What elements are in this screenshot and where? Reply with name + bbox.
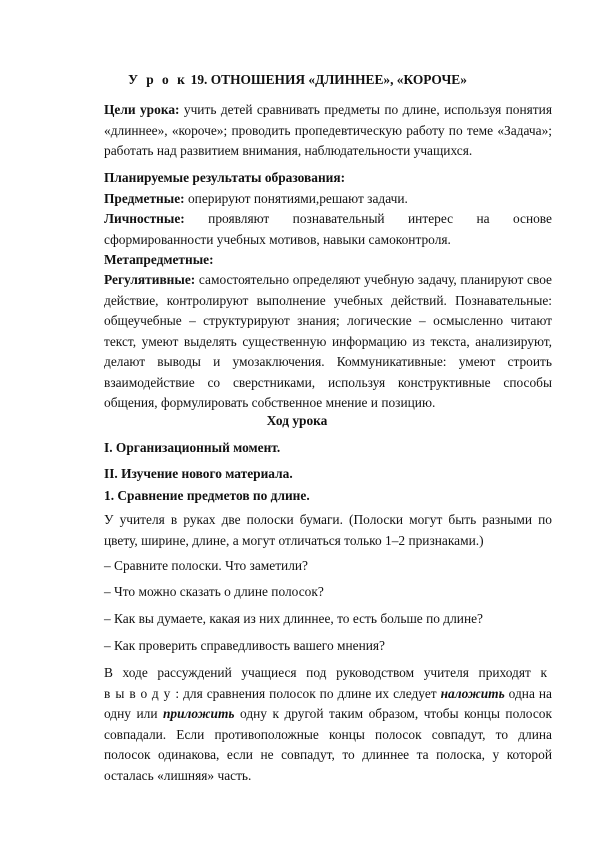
lesson-heading: Ход урока [266,413,328,428]
lesson-title [0,72,595,88]
intro-paragraph: У учителя в руках две полоски бумаги. (Полоски могут быть разными по цвету, ширине, длине, а могут отличаться только 1–2 признаками.) [104,512,552,548]
regulative-paragraph [104,270,552,414]
subsection-compare-length: 1. Сравнение предметов по длине. [104,488,310,503]
goals-paragraph [104,100,552,162]
personal-label: Личностные: [104,211,185,226]
question-item: – Как проверить справедливость вашего мнения? [104,638,385,653]
goals-label: Цели урока: [104,102,180,117]
emphasis-word: наложить [440,685,505,701]
personal-results [104,209,552,250]
regulative-label: Регулятивные: [104,272,196,287]
question-item: – Что можно сказать о длине полосок? [104,584,324,599]
subject-label: Предметные: [104,191,185,206]
section-organizational: I. Организационный момент. [104,440,281,455]
personal-text: проявляют познавательный интерес на основе сформированности учебных мотивов, навыки самоконтроля. [104,211,552,247]
section-new-material: II. Изучение нового материала. [104,466,293,481]
goals-text: учить детей сравнивать предметы по длине, используя понятия «длиннее», «короче»; проводить пропедевтическую работу по теме «Задача»; работать над развитием внимания, наблюдательности учащихся. [104,102,552,158]
title-rest: 19. ОТНОШЕНИЯ «ДЛИННЕЕ», «КОРОЧЕ» [187,72,467,87]
subject-results [104,189,552,210]
subject-text: оперируют понятиями,решают задачи. [184,191,408,206]
conclusion-spaced-phrase: к выводу [104,665,552,701]
emphasis-word: приложить [162,706,235,721]
title-prefix: У р о к [128,72,188,87]
question-item: – Сравните полоски. Что заметили? [104,558,308,573]
question-item: – Как вы думаете, какая из них длиннее, то есть больше по длине? [104,611,483,626]
results-heading: Планируемые результаты образования: [104,170,346,185]
meta-heading: Метапредметные: [104,252,214,267]
regulative-text: самостоятельно определяют учебную задачу, планируют свое действие, контролируют выполнение учебных действий. Познавательные: общеучебные – структурируют знания; логические – осмысленно читают текст, умеют выделять существенную информацию из текста, анализируют, делают выводы и умозаключения. Коммуникативные: умеют строить взаимодействие со сверстниками, используя конструктивные способы общения, формулировать собственное мнение и позицию. [104,272,552,410]
conclusion-paragraph: В ходе рассуждений учащиеся под руководством учителя приходят к выводу: для сравнения полосок по длине их следует наложить одна на одну или приложить одну к другой таким образом, чтобы концы полосок совпадали. Если противоположные концы полосок совпадут, то длина полосок одинакова, если не совпадут, то длиннее та полоска, у которой осталась «лишняя» часть. [104,665,552,783]
